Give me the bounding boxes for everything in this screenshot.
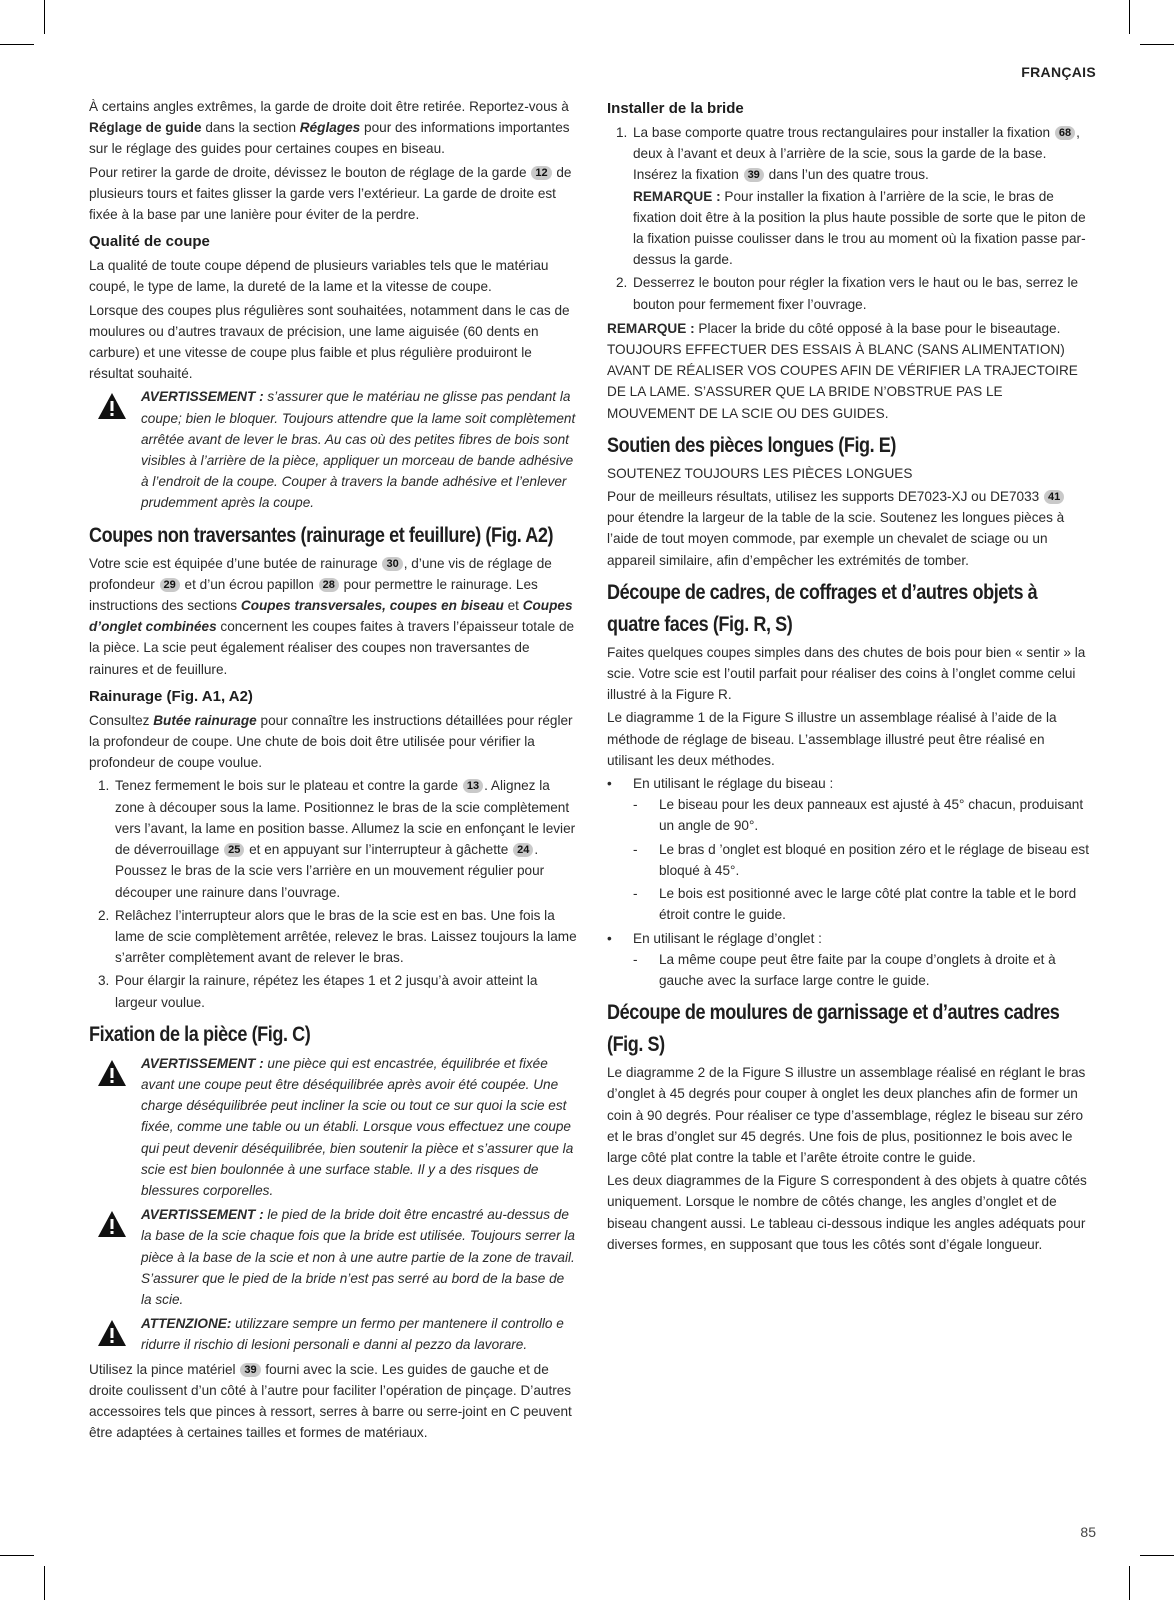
- crop-mark: [44, 0, 45, 34]
- crop-mark: [1129, 0, 1130, 34]
- crop-mark: [44, 1566, 45, 1600]
- section-heading: Découpe de moulures de garnissage et d’autres cadres (Fig. S): [607, 1001, 1060, 1057]
- list-item: 2. Desserrez le bouton pour régler la fixation vers le haut ou le bas, serrez le bouton pour fermement fixer l’ouvrage.: [616, 275, 1079, 312]
- section-heading: Découpe de cadres, de coffrages et d’autres objets à quatre faces (Fig. R, S): [607, 580, 1038, 636]
- crop-mark: [1129, 1566, 1130, 1600]
- paragraph: Faites quelques coupes simples dans des chutes de bois pour bien « sentir » la scie. Votre scie est l’outil parfait pour réaliser des coins à l’onglet comme celui illustré à la Figure R.: [607, 644, 1086, 703]
- callout-number: 39: [744, 168, 764, 182]
- warning-block: AVERTISSEMENT : une pièce qui est encastrée, équilibrée et fixée avant une coupe peut être déséquilibrée après avoir été coupée. Une charge déséquilibrée peut incliner la scie ou tout ce sur quoi la scie est fixée, comme une table ou un établi. Lorsque vous effectuez une coupe qui peut devenir déséquilibrée, bien soutenir la pièce et s’assurer que la scie est bien boulonnée à une surface stable. Il y a des risques de blessures corporelles.: [89, 1053, 577, 1201]
- paragraph: Votre scie est équipée d’une butée de rainurage 30 , d’une vis de réglage de profondeur 29 et d’un écrou papillon 28 pour permettre le rainurage. Les instructions des sections Coupes transversales, coupes en biseau et Coupes d’onglet combinées concernent les coupes faites à travers l’épaisseur totale de la pièce. La scie peut également réaliser des coupes non traversantes de rainures et de feuillure.: [89, 555, 575, 677]
- callout-number: 25: [224, 843, 244, 857]
- list-item: • En utilisant le réglage du biseau : - Le biseau pour les deux panneaux est ajusté à 45° chacun, produisant un angle de 90°. - Le bras d ’onglet est bloqué en position zéro et le réglage de biseau est bloqué à 45°. - Le bois est positionné avec le large côté plat contre la table et le bord étroit contre le guide.: [607, 773, 1093, 925]
- warning-block: AVERTISSEMENT : s’assurer que le matériau ne glisse pas pendant la coupe; bien le bloquer. Toujours attendre que la lame soit complètement arrêtée avant de lever le bras. Au cas où des petites fibres de bois sont visibles à l’arrière de la pièce, appliquer un morceau de bande adhésive à l’endroit de la coupe. Couper à travers la bande adhésive et l’enlever prudemment après la coupe.: [89, 386, 577, 513]
- section-heading: Fixation de la pièce (Fig. C): [89, 1022, 311, 1046]
- paragraph: Lorsque des coupes plus régulières sont souhaitées, notamment dans le cas de moulures ou d’autres travaux de précision, une lame aiguisée (60 dents en carbure) et une vitesse de coupe plus faible et plus régulière produiront le résultat souhaité.: [89, 302, 570, 382]
- left-column: [89, 96, 577, 1445]
- callout-number: 39: [240, 1363, 260, 1377]
- paragraph: Le diagramme 2 de la Figure S illustre un assemblage réalisé en réglant le bras d’onglet à 45 degrés pour couper à onglet les deux planches afin de former un coin à 90 degrés. Pour réaliser ce type d’assemblage, réglez le biseau sur zéro et le bras d’onglet sur 45 degrés. Une fois de plus, positionnez le bois avec le large côté plat contre la table et l’arête étroite contre le guide.: [607, 1065, 1086, 1165]
- right-column: [607, 96, 1093, 1257]
- section-heading: Soutien des pièces longues (Fig. E): [607, 433, 897, 457]
- list-item: - Le bois est positionné avec le large côté plat contre la table et le bord étroit contre le guide.: [633, 886, 1077, 923]
- warning-icon: [97, 392, 127, 420]
- paragraph: SOUTENEZ TOUJOURS LES PIÈCES LONGUES: [607, 465, 913, 481]
- warning-icon: [97, 1210, 127, 1238]
- numbered-list: [89, 775, 577, 1012]
- warning-block: AVERTISSEMENT : le pied de la bride doit être encastré au-dessus de la base de la scie chaque fois que la bride est utilisée. Toujours serrer la pièce à la base de la scie et non à une autre partie de la zone de travail. S’assurer que le pied de la bride n’est pas serré au bord de la base de la scie.: [89, 1204, 577, 1310]
- callout-number: 28: [319, 578, 339, 592]
- paragraph: La qualité de toute coupe dépend de plusieurs variables tels que le matériau coupé, le type de lame, la dureté de la lame et la vitesse de coupe.: [89, 258, 549, 295]
- paragraph: Pour de meilleurs résultats, utilisez les supports DE7023-XJ ou DE7033 41 pour étendre la largeur de la table de la scie. Soutenez les longues pièces à l’aide de tout moyen commode, par exemple un chevalet de sciage ou un appareil similaire, afin d’empêcher les extrémités de tomber.: [607, 489, 1065, 568]
- note: REMARQUE : Placer la bride du côté opposé à la base pour le biseautage. TOUJOURS EFFECTUER DES ESSAIS À BLANC (SANS ALIMENTATION) AVANT DE RÉALISER VOS COUPES AFIN DE VÉRIFIER LA TRAJECTOIRE DE LA LAME. S’ASSURER QUE LA BRIDE N’OBSTRUE PAS LE MOUVEMENT DE LA SCIE OU DES GUIDES.: [607, 320, 1078, 421]
- list-item: 3. Pour élargir la rainure, répétez les étapes 1 et 2 jusqu’à avoir atteint la largeur voulue.: [98, 973, 538, 1010]
- list-item: • En utilisant le réglage d’onglet : - La même coupe peut être faite par la coupe d’onglets à droite et à gauche avec la surface large contre le guide.: [607, 928, 1093, 992]
- section-heading: Installer de la bride: [607, 100, 744, 117]
- crop-mark: [1140, 1555, 1174, 1556]
- list-item: - La même coupe peut être faite par la coupe d’onglets à droite et à gauche avec la surface large contre le guide.: [633, 951, 1056, 988]
- warning-icon: [97, 1319, 127, 1347]
- bullet-list: [607, 773, 1093, 991]
- paragraph: Pour retirer la garde de droite, dévissez le bouton de réglage de la garde 12 de plusieurs tours et faites glisser la garde vers l’extérieur. La garde de droite est fixée à la base par une lanière pour éviter de la perdre.: [89, 164, 572, 223]
- warning-icon: [97, 1059, 127, 1087]
- list-item: 1. Tenez fermement le bois sur le plateau et contre la garde 13 . Alignez la zone à découper sous la lame. Positionnez le bras de la scie complètement vers l’avant, la lame en position basse. Allumez la scie en enfonçant le levier de déverrouillage 25 et en appuyant sur l’interrupteur à gâchette 24 . Poussez le bras de la scie vers l’arrière en un mouvement régulier pour découper une rainure dans l’ouvrage.: [98, 778, 576, 900]
- paragraph: Le diagramme 1 de la Figure S illustre un assemblage réalisé à l’aide de la méthode de réglage de biseau. L’assemblage illustré peut être réalisé en utilisant les deux méthodes.: [607, 710, 1057, 768]
- list-item: - Le bras d ’onglet est bloqué en position zéro et le réglage de biseau est bloqué à 45°.: [633, 841, 1090, 878]
- paragraph: Utilisez la pince matériel 39 fourni avec la scie. Les guides de gauche et de droite coulissent d’un côté à l’autre pour faciliter l’opération de pinçage. D’autres accessoires tels que pinces à ressort, serres à barre ou serre-joint en C peuvent être adaptées à certaines tailles et formes de matériaux.: [89, 1361, 572, 1441]
- language-header: FRANÇAIS: [1021, 64, 1096, 80]
- crop-mark: [1140, 44, 1174, 45]
- section-heading: Coupes non traversantes (rainurage et feuillure) (Fig. A2): [89, 523, 554, 547]
- callout-number: 24: [513, 843, 533, 857]
- paragraph: Consultez Butée rainurage pour connaître les instructions détaillées pour régler la profondeur de coupe. Une chute de bois doit être utilisée pour vérifier la profondeur de coupe voulue.: [89, 712, 573, 771]
- list-item: - Le biseau pour les deux panneaux est ajusté à 45° chacun, produisant un angle de 90°.: [633, 797, 1084, 834]
- section-heading: Qualité de coupe: [89, 233, 210, 251]
- warning-block: ATTENZIONE: utilizzare sempre un fermo per mantenere il controllo e ridurre il rischio di lesioni personali e danni al pezzo da lavorare.: [89, 1313, 577, 1355]
- list-item: 2. Relâchez l’interrupteur alors que le bras de la scie est en bas. Une fois la lame de scie complètement arrêtée, relevez le bras. Laissez toujours la lame s’arrêter complètement avant de relever le bras.: [98, 907, 577, 966]
- callout-number: 30: [382, 557, 402, 571]
- section-heading: Rainurage (Fig. A1, A2): [89, 687, 253, 705]
- callout-number: 12: [531, 166, 551, 180]
- dash-list: [633, 949, 1093, 991]
- crop-mark: [0, 44, 34, 45]
- callout-number: 29: [160, 578, 180, 592]
- callout-number: 13: [463, 779, 483, 793]
- page-number: 85: [1080, 1524, 1096, 1540]
- callout-number: 41: [1044, 490, 1064, 504]
- list-item: 1. La base comporte quatre trous rectangulaires pour installer la fixation 68 , deux à l’avant et deux à l’arrière de la scie, sous la garde de la base. Insérez la fixation 39 dans l’un des quatre trous. REMARQUE : Pour installer la fixation à l’arrière de la scie, le bras de fixation doit être à la position la plus haute possible de sorte que le piton de la fixation puisse coulisser dans le trou au moment où la fixation passe par-dessus la garde.: [616, 125, 1086, 268]
- crop-mark: [0, 1555, 34, 1556]
- callout-number: 68: [1055, 126, 1075, 140]
- numbered-list: [607, 122, 1093, 315]
- paragraph: À certains angles extrêmes, la garde de droite doit être retirée. Reportez-vous à Réglage de guide dans la section Réglages pour des informations importantes sur le réglage des guides pour certaines coupes en biseau.: [89, 99, 570, 157]
- paragraph: Les deux diagrammes de la Figure S correspondent à des objets à quatre côtés uniquement. Lorsque le nombre de côtés change, les angles d’onglet et de biseau changent aussi. Le tableau ci-dessous indique les angles adéquats pour diverses formes, en supposant que tous les côtés sont d’égale longueur.: [607, 1173, 1087, 1252]
- dash-list: [633, 794, 1093, 925]
